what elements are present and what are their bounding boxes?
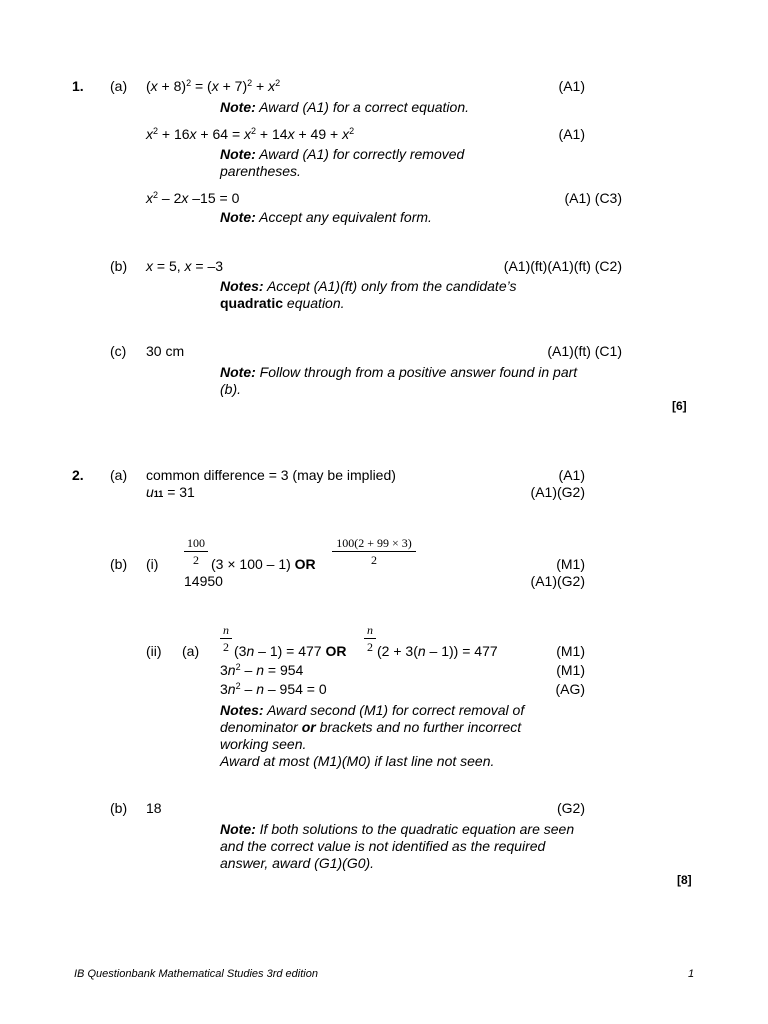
q2bii-line-3: $3n^2 - n - 954 = 0$: [220, 681, 327, 697]
q2a-line-1: common difference = 3 (may be implied): [146, 467, 396, 483]
question-1-number: 1.: [72, 78, 84, 94]
q1-part-a-label: (a): [110, 78, 128, 94]
q2bii-mark-2: (M1): [556, 662, 585, 678]
q1c-note: Note: Follow through from a positive answer found in part (b).: [220, 364, 578, 397]
q2bii-notes: Notes: Award second (M1) for correct removal of denominator or brackets and no further incorrect working seen. Award at most (M1)(M0) if last line not seen.: [220, 702, 525, 769]
q1-total-marks: [6]: [672, 399, 687, 413]
q1a-note-2: Note: Award (A1) for correctly removed parentheses.: [220, 146, 465, 179]
q2bii-mark-3: (AG): [555, 681, 585, 697]
page-number: 1: [688, 968, 695, 980]
q2bii-expression-1: (3n – 1) = 477 OR: [234, 643, 347, 659]
q1a-equation-1: $(x + 8)^2 = (x + 7)^2 + x^2$: [146, 78, 281, 94]
q1a-mark-1: (A1): [558, 78, 585, 94]
q2bii-part-a-label: (a): [182, 643, 200, 659]
q1a-equation-2: $x^2 + 16x + 64 = x^2 + 14x + 49 + x^2$: [146, 126, 355, 142]
q2b-part-ii-label: (ii): [146, 643, 162, 659]
q2bi-fraction-2: 100(2 + 99 × 3) 2: [332, 536, 416, 567]
question-2-number: 2.: [72, 467, 84, 483]
q2bi-fraction-1: 100 2: [184, 536, 208, 567]
q1a-equation-3: $x^2 - 2x$ –15 = 0: [146, 190, 240, 206]
q2-part-a-label: (a): [110, 467, 128, 483]
q2-total-marks: [8]: [677, 873, 692, 887]
q2bii-expression-2: (2 + 3(n – 1)) = 477: [377, 643, 498, 659]
q2b2-answer: 18: [146, 800, 162, 816]
q2b-part-i-label: (i): [146, 556, 159, 572]
q2a-mark-1: (A1): [558, 467, 585, 483]
q2bi-expression: (3 × 100 – 1) OR: [211, 556, 316, 572]
q1a-note-3: Note: Accept any equivalent form.: [220, 209, 432, 225]
q2b2-note: Note: If both solutions to the quadratic equation are seen and the correct value is not identified as the required answer, award (G1)(G0).: [220, 821, 575, 871]
q1b-note: Notes: Accept (A1)(ft) only from the candidate’s quadratic equation.: [220, 278, 517, 311]
q2bii-mark-1: (M1): [556, 643, 585, 659]
q1-part-c-label: (c): [110, 343, 127, 359]
q2bi-mark-1: (M1): [556, 556, 585, 572]
q1a-mark-2: (A1): [558, 126, 585, 142]
q1-part-b-label: (b): [110, 258, 128, 274]
q1c-mark: (A1)(ft) (C1): [547, 343, 622, 359]
q2bii-fraction-1: n 2: [220, 623, 232, 654]
footer-title: IB Questionbank Mathematical Studies 3rd edition: [74, 968, 318, 980]
q2bii-line-2: $3n^2 - n = 954$: [220, 662, 304, 678]
q1c-answer: 30 cm: [146, 343, 185, 359]
q1b-answer: x = 5, x = –3: [146, 258, 224, 274]
q1a-note-1: Note: Award (A1) for a correct equation.: [220, 99, 469, 115]
q2a-mark-2: (A1)(G2): [530, 484, 585, 500]
q2-part-b2-label: (b): [110, 800, 128, 816]
q2a-line-2: $u_{11} = 31$: [146, 484, 195, 500]
q1b-mark: (A1)(ft)(A1)(ft) (C2): [503, 258, 622, 274]
q2bi-mark-2: (A1)(G2): [530, 573, 585, 589]
q2bi-answer: 14950: [184, 573, 223, 589]
q2bii-fraction-2: n 2: [364, 623, 376, 654]
q2b2-mark: (G2): [557, 800, 585, 816]
q1a-mark-3: (A1) (C3): [564, 190, 622, 206]
q2-part-b-label: (b): [110, 556, 128, 572]
